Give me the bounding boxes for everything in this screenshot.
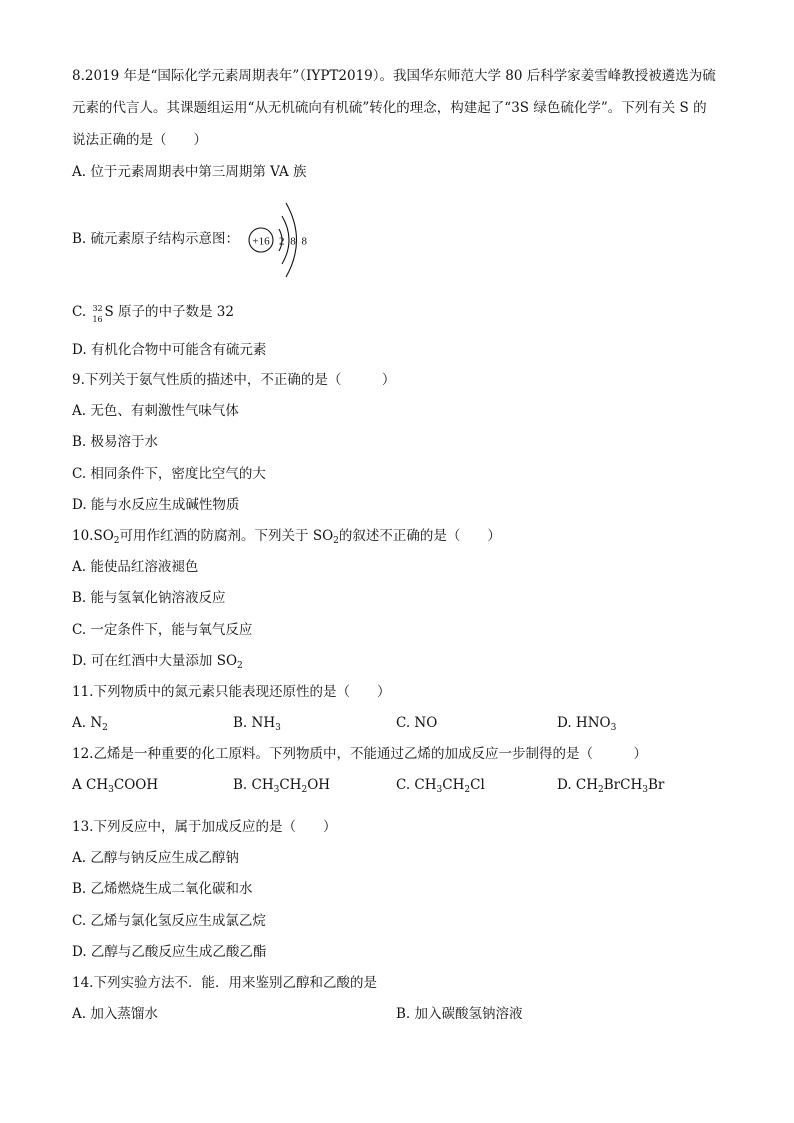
electron-shell-counts: 2 8 8 <box>279 235 309 248</box>
q8-stem-line-3: 说法正确的是（ ） <box>72 132 207 148</box>
q8-stem-line-2: 元素的代言人。其课题组运用“从无机硫向有机硫”转化的理念，构建起了“3S 绿色硫化学”。下列有关 S 的 <box>72 100 707 116</box>
q9-option-c: C. 相同条件下，密度比空气的大 <box>72 466 266 482</box>
q13-option-d: D. 乙醇与乙酸反应生成乙酸乙酯 <box>72 944 267 960</box>
q13-option-a: A. 乙醇与钠反应生成乙醇钠 <box>72 850 239 866</box>
q11-option-c: C. NO <box>396 715 438 731</box>
q9-option-d: D. 能与水反应生成碱性物质 <box>72 497 240 513</box>
q12-option-a: A $CH_3COOH$ <box>72 777 159 795</box>
q14-stem: 14.下列实验方法不．能．用来鉴别乙醇和乙酸的是 <box>72 975 377 991</box>
q10-option-a: A. 能使品红溶液褪色 <box>72 559 199 575</box>
q12-option-c: C. $CH_3CH_2Cl$ <box>396 777 485 795</box>
q14-option-a: A. 加入蒸馏水 <box>72 1006 158 1022</box>
q8-stem-line-1: 8.2019 年是“国际化学元素周期表年”（IYPT2019）。我国华东师范大学 80 后科学家姜雪峰教授被遴选为硫 <box>72 68 716 84</box>
q9-stem: 9.下列关于氨气性质的描述中，不正确的是（ ） <box>72 372 396 388</box>
q12-stem: 12.乙烯是一种重要的化工原料。下列物质中，不能通过乙烯的加成反应一步制得的是（ ） <box>72 746 647 762</box>
q8-option-b-label: B. 硫元素原子结构示意图： <box>72 231 240 247</box>
q13-option-b: B. 乙烯燃烧生成二氧化碳和水 <box>72 881 253 897</box>
q10-stem: $10.SO_2$可用作红酒的防腐剂。下列关于 $SO_2$的叙述不正确的是（ ） <box>72 528 501 546</box>
q11-option-a: A. $N_2$ <box>72 715 108 733</box>
q9-option-b: B. 极易溶于水 <box>72 434 159 450</box>
q9-option-a: A. 无色、有刺激性气味气体 <box>72 403 239 419</box>
q12-option-d: D. $CH_2BrCH_3Br$ <box>557 777 665 795</box>
q12-option-b: B. $CH_3CH_2OH$ <box>233 777 331 795</box>
q13-stem: 13.下列反应中，属于加成反应的是（ ） <box>72 819 337 835</box>
q11-option-d: D. $HNO_3$ <box>557 715 617 733</box>
q10-option-b: B. 能与氢氧化钠溶液反应 <box>72 590 226 606</box>
q10-option-d: D. 可在红酒中大量添加 $SO_2$ <box>72 653 243 671</box>
sulfur-nuclide-notation: 32 16 <box>92 304 103 324</box>
q13-option-c: C. 乙烯与氯化氢反应生成氯乙烷 <box>72 913 266 929</box>
q8-option-d: D. 有机化合物中可能含有硫元素 <box>72 342 267 358</box>
q8-option-c: C. 32 16 S 原子的中子数是 32 <box>72 304 234 324</box>
q8-option-a: A. 位于元素周期表中第三周期第 VA 族 <box>72 164 307 180</box>
q14-option-b: B. 加入碳酸氢钠溶液 <box>396 1006 523 1022</box>
q11-option-b: B. $NH_3$ <box>233 715 281 733</box>
nucleus-charge: +16 <box>252 235 270 248</box>
sulfur-atom-structure-diagram <box>244 200 324 280</box>
q10-option-c: C. 一定条件下，能与氧气反应 <box>72 622 253 638</box>
q11-stem: 11.下列物质中的氮元素只能表现还原性的是（ ） <box>72 684 391 700</box>
